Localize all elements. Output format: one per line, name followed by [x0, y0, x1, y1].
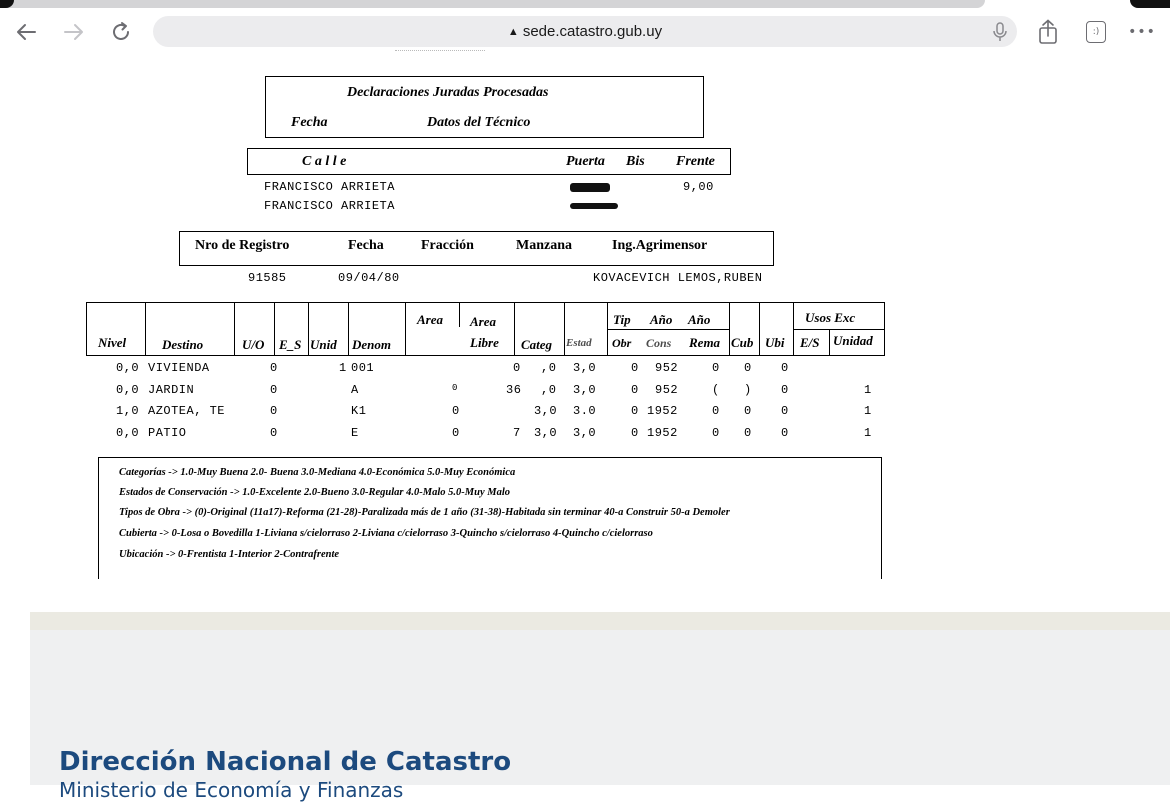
- calle-col-frente: Frente: [676, 154, 715, 169]
- registro-col-manzana: Manzana: [516, 238, 572, 253]
- calle-col-bis: Bis: [626, 154, 645, 169]
- hdr-categ: Categ: [521, 337, 553, 352]
- hdr-tip-sub: Obr: [612, 336, 632, 350]
- row-4-nivel: 0,0: [116, 426, 140, 440]
- legend-categorias: Categorías -> 1.0-Muy Buena 2.0- Buena 3.0-Mediana 4.0-Económica 5.0-Muy Económica: [119, 467, 516, 478]
- hdr-denom: Denom: [352, 337, 391, 352]
- row-4-anio-rema: 0: [712, 426, 720, 440]
- row-1-destino: VIVIENDA: [148, 361, 210, 375]
- more-icon: •••: [1128, 24, 1156, 40]
- row-1-estado: 3,0: [573, 361, 597, 375]
- tab-edge-right: [1130, 0, 1170, 8]
- hdr-area-libre: Area: [470, 314, 496, 329]
- hdr-anio-con: Año: [650, 312, 673, 327]
- row-4-cub: 0: [744, 426, 752, 440]
- url-display[interactable]: [153, 16, 1017, 47]
- reload-button[interactable]: [107, 18, 135, 46]
- hdr-nivel: Nivel: [98, 335, 127, 350]
- registro-nro: 91585: [248, 271, 287, 285]
- registro-col-nro: Nro de Registro: [195, 238, 290, 253]
- registro-fecha: 09/04/80: [338, 271, 400, 285]
- row-3-anio-con: 1952: [647, 404, 678, 418]
- row-3-estado: 3.0: [573, 404, 597, 418]
- row-3-ubi: 0: [781, 404, 789, 418]
- row-1-nivel: 0,0: [116, 361, 140, 375]
- hdr-es: E_S: [279, 337, 302, 352]
- row-1-uo: 0: [270, 361, 278, 375]
- row-1-cub: 0: [744, 361, 752, 375]
- back-button[interactable]: [12, 18, 40, 46]
- row-1-anio-rema: 0: [712, 361, 720, 375]
- row-2-tip: 0: [631, 383, 639, 397]
- row-4-uo: 0: [270, 426, 278, 440]
- calle-row-1-frente: 9,00: [683, 180, 714, 194]
- row-3-denom: K1: [351, 404, 367, 418]
- redaction-mark: [570, 203, 618, 209]
- row-4-tip: 0: [631, 426, 639, 440]
- hdr-uo: U/O: [242, 337, 265, 352]
- registro-agrimensor: KOVACEVICH LEMOS,RUBEN: [593, 271, 763, 285]
- microphone-icon[interactable]: [991, 21, 1009, 43]
- declaraciones-title: Declaraciones Juradas Procesadas: [347, 85, 549, 100]
- row-2-uo: 0: [270, 383, 278, 397]
- row-2-destino: JARDIN: [148, 383, 195, 397]
- row-4-categ: 3,0: [534, 426, 558, 440]
- hdr-destino: Destino: [162, 337, 204, 352]
- row-3-anio-rema: 0: [712, 404, 720, 418]
- address-bar[interactable]: [153, 16, 1017, 47]
- row-3-cub: 0: [744, 404, 752, 418]
- url-text: sede.catastro.gub.uy: [522, 23, 663, 40]
- hdr-unid: Unid: [310, 337, 337, 352]
- row-2-estado: 3,0: [573, 383, 597, 397]
- registro-col-fraccion: Fracción: [421, 238, 474, 253]
- hdr-anio-rema-sub: Rema: [689, 335, 721, 350]
- row-2-unidad: 1: [864, 383, 872, 397]
- calle-row-2-calle: FRANCISCO ARRIETA: [264, 199, 395, 213]
- row-4-ubi: 0: [781, 426, 789, 440]
- row-2-denom: A: [351, 383, 359, 397]
- row-2-area-edif: 0: [452, 383, 458, 393]
- row-4-destino: PATIO: [148, 426, 187, 440]
- row-1-unid: 1: [339, 361, 347, 375]
- row-1-categ: ,0: [541, 361, 557, 375]
- row-3-uo: 0: [270, 404, 278, 418]
- row-3-destino: AZOTEA, TE: [148, 404, 226, 418]
- row-2-anio-rema: (: [712, 383, 720, 397]
- hdr-usos-unidad: Unidad: [833, 333, 873, 348]
- row-2-nivel: 0,0: [116, 383, 140, 397]
- row-4-unidad: 1: [864, 426, 872, 440]
- row-2-categ: ,0: [541, 383, 557, 397]
- forward-arrow-icon: [62, 20, 86, 44]
- calle-col-puerta: Puerta: [566, 154, 605, 169]
- hdr-anio-rema: Año: [688, 312, 711, 327]
- footer-subtitle: Ministerio de Economía y Finanzas: [59, 778, 404, 802]
- row-3-area-edif: 0: [452, 404, 460, 418]
- hdr-tip: Tip: [613, 312, 631, 327]
- calle-row-1-calle: FRANCISCO ARRIETA: [264, 180, 395, 194]
- extension-button[interactable]: [1082, 18, 1110, 46]
- more-button[interactable]: [1128, 18, 1156, 46]
- back-arrow-icon: [14, 20, 38, 44]
- row-4-denom: E: [351, 426, 359, 440]
- share-icon: [1037, 19, 1059, 45]
- row-4-area-libre: 7: [513, 426, 521, 440]
- legend-cubierta: Cubierta -> 0-Losa o Bovedilla 1-Liviana s/cielorraso 2-Liviana c/cielorraso 3-Quincho s/cielorraso 4-Quincho c/cielorraso: [119, 528, 653, 539]
- hdr-usos-es: E/S: [800, 335, 820, 350]
- calle-col-calle: C a l l e: [302, 154, 347, 169]
- row-3-unidad: 1: [864, 404, 872, 418]
- hdr-estado: Estad: [566, 337, 592, 349]
- row-1-ubi: 0: [781, 361, 789, 375]
- footer-stripe: [30, 612, 1170, 630]
- registro-col-fecha: Fecha: [348, 238, 384, 253]
- declaraciones-col-fecha: Fecha: [291, 115, 328, 130]
- redaction-mark: [570, 183, 610, 192]
- hdr-ubi: Ubi: [765, 335, 785, 350]
- footer-title: Dirección Nacional de Catastro: [59, 747, 512, 777]
- declaraciones-col-tecnico: Datos del Técnico: [427, 115, 531, 130]
- row-4-area-edif: 0: [452, 426, 460, 440]
- row-1-area-libre: 0: [513, 361, 521, 375]
- legend-ubicacion: Ubicación -> 0-Frentista 1-Interior 2-Contrafrente: [119, 549, 340, 560]
- cropped-text-line: [395, 50, 485, 57]
- row-2-area-libre: 36: [506, 383, 522, 397]
- lock-icon: ▲: [507, 25, 519, 38]
- row-3-nivel: 1,0: [116, 404, 140, 418]
- tab-bar[interactable]: [0, 0, 985, 8]
- hdr-cub: Cub: [731, 335, 754, 350]
- hdr-usos: Usos Exc: [805, 310, 856, 325]
- share-button[interactable]: [1034, 18, 1062, 46]
- row-1-anio-con: 952: [655, 361, 679, 375]
- extension-icon: :): [1086, 21, 1106, 43]
- row-1-tip: 0: [631, 361, 639, 375]
- row-1-denom: 001: [351, 361, 375, 375]
- legend-estados: Estados de Conservación -> 1.0-Excelente 2.0-Bueno 3.0-Regular 4.0-Malo 5.0-Muy Malo: [119, 487, 510, 498]
- row-2-ubi: 0: [781, 383, 789, 397]
- legend-tipos-obra: Tipos de Obra -> (0)-Original (11a17)-Reforma (21-28)-Paralizada más de 1 año (31-38)-Habitada sin terminar 40-a Construir 50-a Demoler: [119, 507, 730, 518]
- hdr-anio-con-sub: Cons: [646, 336, 672, 350]
- registro-col-agrimensor: Ing.Agrimensor: [612, 238, 708, 253]
- row-3-tip: 0: [631, 404, 639, 418]
- hdr-area-libre-sub: Libre: [470, 335, 499, 350]
- row-2-anio-con: 952: [655, 383, 679, 397]
- scan-gap: [407, 327, 463, 355]
- row-4-estado: 3,0: [573, 426, 597, 440]
- row-4-anio-con: 1952: [647, 426, 678, 440]
- row-3-categ: 3,0: [534, 404, 558, 418]
- hdr-area-edif: Area: [417, 312, 443, 327]
- reload-icon: [109, 20, 133, 44]
- forward-button[interactable]: [60, 18, 88, 46]
- row-2-cub: ): [744, 383, 752, 397]
